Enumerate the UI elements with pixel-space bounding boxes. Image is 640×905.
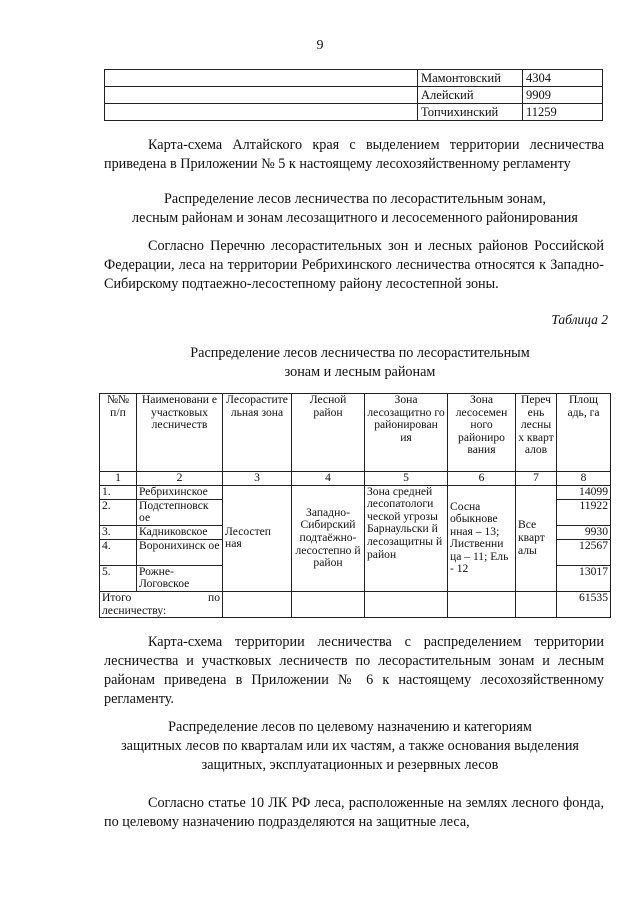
column-header: Зона лесозащитно го районирован ия (365, 394, 448, 472)
heading-line: защитных лесов по кварталам или их частям, а также основания выделения (121, 738, 579, 754)
heading-line: Распределение лесов по целевому назначению и категориям (168, 719, 532, 735)
table-row (105, 87, 603, 104)
area-cell: 14099 (557, 485, 611, 499)
protection-zone-cell: Зона средней лесопатологи ческой угрозы Барнаульски й лесозащитны й район (365, 485, 448, 591)
section-heading-2 (80, 718, 620, 775)
column-number: 3 (223, 472, 292, 486)
table-cell: 9909 (523, 87, 603, 104)
forest-zone-cell: Лесостеп ная (223, 485, 292, 591)
area-cell: 13017 (557, 565, 611, 591)
row-number: 3. (100, 525, 137, 539)
forestry-name: Рожне-Логовское (137, 565, 223, 591)
column-number-row (100, 472, 611, 486)
table-title-line: Распределение лесов лесничества по лесорастительным (190, 345, 530, 361)
column-header: №№ п/п (100, 394, 137, 472)
row-number: 2. (100, 499, 137, 525)
quarters-cell: Все кварт алы (516, 485, 557, 591)
forestry-name: Подстепновск ое (137, 499, 223, 525)
column-number: 5 (365, 472, 448, 486)
table-row (100, 485, 611, 499)
table-title (120, 344, 600, 382)
column-number: 8 (557, 472, 611, 486)
section-heading-1 (90, 190, 620, 228)
row-number: 5. (100, 565, 137, 591)
forest-district-cell: Западно-Сибирский подтаёжно-лесостепно й район (292, 485, 365, 591)
column-header: Лесной район (292, 394, 365, 472)
seed-zone-cell: Сосна обыкнове нная – 13; Лиственни ца – 11; Ель - 12 (448, 485, 516, 591)
table-cell: Алейский (418, 87, 523, 104)
area-cell: 11922 (557, 499, 611, 525)
table-row (105, 104, 603, 121)
paragraph-map-scheme: Карта-схема Алтайского края с выделением территории лесничества приведена в Приложении № 5 к настоящему лесохозяйственному регламенту (104, 137, 604, 172)
forestry-name: Ребрихинское (137, 485, 223, 499)
paragraph-article-10: Согласно статье 10 ЛК РФ леса, расположенные на землях лесного фонда, по целевому назначению подразделяются на защитные леса, (104, 795, 604, 830)
column-number: 4 (292, 472, 365, 486)
column-number: 1 (100, 472, 137, 486)
total-label: Итого по лесничеству: (100, 591, 223, 617)
area-cell: 12567 (557, 539, 611, 565)
page-number: 9 (316, 38, 324, 53)
forest-distribution-table (99, 393, 611, 618)
paragraph-forest-zones: Согласно Перечню лесорастительных зон и лесных районов Российской Федерации, леса на территории Ребрихинского лесничества относятся к Западно-Сибирскому подтаежно-лесостепному району лесостепной зоны. (104, 238, 604, 292)
column-header: Зона лесосемен ного райониро вания (448, 394, 516, 472)
table-cell: 4304 (523, 70, 603, 87)
paragraph-map-appendix-6: Карта-схема территории лесничества с распределением территории лесничества и участковых лесничеств по лесорастительным зонам и лесным районам приведена в Приложении № 6 к настоящему лесохозяйственному регламенту. (104, 634, 604, 707)
table-cell: Мамонтовский (418, 70, 523, 87)
table-label: Таблица 2 (551, 312, 608, 327)
forestry-name: Кадниковское (137, 525, 223, 539)
column-header: Площ адь, га (557, 394, 611, 472)
header-row (100, 394, 611, 472)
column-header: Переч ень лесны х кварт алов (516, 394, 557, 472)
heading-line: защитных, эксплуатационных и резервных лесов (201, 757, 499, 773)
column-header: Наименовани е участковых лесничеств (137, 394, 223, 472)
area-cell: 9930 (557, 525, 611, 539)
forestry-name: Воронихинск ое (137, 539, 223, 565)
row-number: 1. (100, 485, 137, 499)
total-area: 61535 (557, 591, 611, 617)
column-header: Лесорастите льная зона (223, 394, 292, 472)
total-row (100, 591, 611, 617)
column-number: 2 (137, 472, 223, 486)
top-table (104, 69, 603, 121)
heading-line: лесным районам и зонам лесозащитного и лесосеменного районирования (132, 210, 578, 226)
table-cell: 11259 (523, 104, 603, 121)
column-number: 7 (516, 472, 557, 486)
table-title-line: зонам и лесным районам (284, 364, 436, 380)
row-number: 4. (100, 539, 137, 565)
heading-line: Распределение лесов лесничества по лесорастительным зонам, (164, 191, 546, 207)
table-row (105, 70, 603, 87)
column-number: 6 (448, 472, 516, 486)
table-cell: Топчихинский (418, 104, 523, 121)
